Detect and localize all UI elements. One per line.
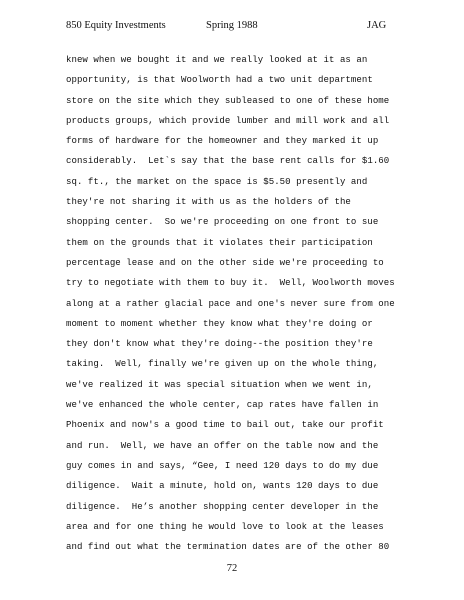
- text-line: we've enhanced the whole center, cap rates have fallen in: [66, 399, 379, 411]
- text-line: percentage lease and on the other side we're proceeding to: [66, 256, 384, 268]
- text-line: along at a rather glacial pace and one's never sure from one: [66, 297, 395, 309]
- page-header: [0, 20, 464, 36]
- term-label: Spring 1988: [206, 20, 258, 31]
- text-line: try to negotiate with them to buy it. Well, Woolworth moves: [66, 277, 395, 289]
- text-line: moment to moment whether they know what they're doing or: [66, 317, 373, 329]
- course-title: 850 Equity Investments: [66, 20, 166, 31]
- text-line: they don't know what they're doing--the position they're: [66, 338, 373, 350]
- text-line: opportunity, is that Woolworth had a two unit department: [66, 74, 373, 86]
- text-line: and find out what the termination dates are of the other 80: [66, 541, 390, 553]
- text-line: guy comes in and says, “Gee, I need 120 days to do my due: [66, 459, 379, 471]
- text-line: they're not sharing it with us as the holders of the: [66, 196, 351, 208]
- text-line: diligence. Wait a minute, hold on, wants 120 days to due: [66, 480, 379, 492]
- text-line: and run. Well, we have an offer on the table now and the: [66, 439, 379, 451]
- text-line: we've realized it was special situation when we went in,: [66, 378, 373, 390]
- text-line: products groups, which provide lumber and mill work and all: [66, 114, 390, 126]
- text-line: shopping center. So we're proceeding on one front to sue: [66, 216, 379, 228]
- text-line: Phoenix and now's a good time to bail out, take our profit: [66, 419, 384, 431]
- transcript-body: [66, 50, 406, 557]
- text-line: them on the grounds that it violates their participation: [66, 236, 373, 248]
- text-line: taking. Well, finally we're given up on the whole thing,: [66, 358, 379, 370]
- text-line: knew when we bought it and we really looked at it as an: [66, 54, 368, 65]
- text-line: forms of hardware for the homeowner and they marked it up: [66, 135, 379, 147]
- text-line: store on the site which they subleased to one of these home: [66, 94, 390, 106]
- text-line: diligence. He’s another shopping center developer in the: [66, 500, 379, 512]
- text-line: considerably. Let`s say that the base rent calls for $1.60: [66, 155, 390, 167]
- page-number: 72: [226, 563, 238, 574]
- text-line: sq. ft., the market on the space is $5.50 presently and: [66, 175, 368, 187]
- author-initials: JAG: [367, 20, 387, 31]
- text-line: area and for one thing he would love to look at the leases: [66, 520, 384, 532]
